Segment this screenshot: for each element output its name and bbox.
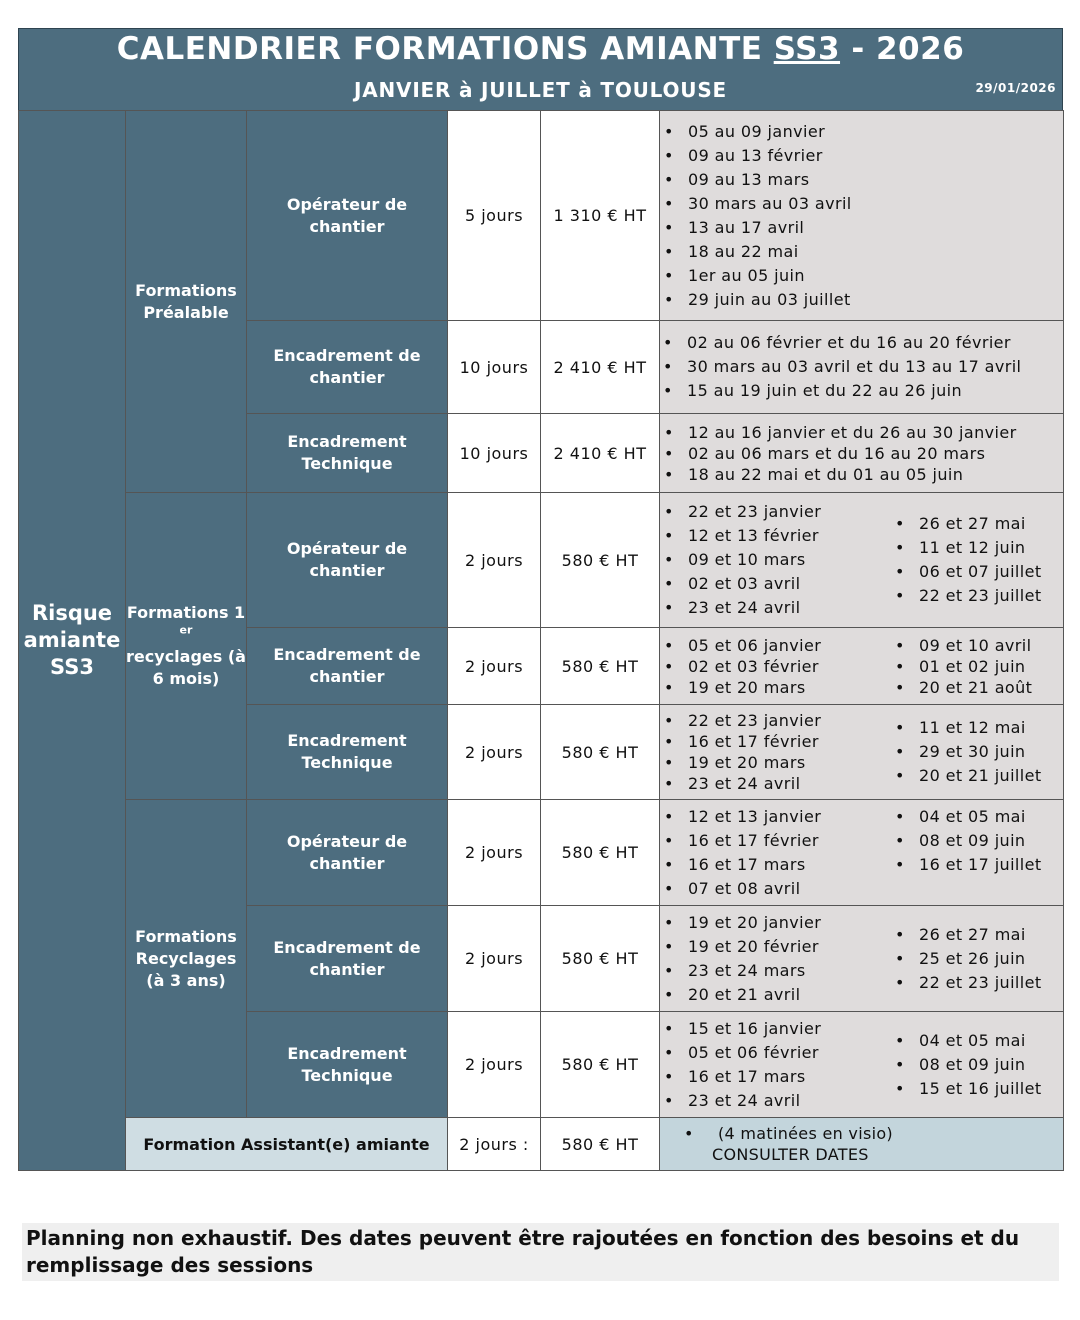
list-item: • 19 et 20 mars — [688, 677, 891, 698]
list-item: • 01 et 02 juin — [919, 656, 1032, 677]
role-operateur: Opérateur de chantier — [247, 800, 448, 906]
assistant-training-label: Formation Assistant(e) amiante — [126, 1118, 448, 1171]
price: 2 410 € HT — [541, 321, 660, 414]
list-item: • 23 et 24 avril — [688, 1089, 891, 1113]
list-item: • 26 et 27 mai — [919, 923, 1042, 947]
price: 2 410 € HT — [541, 414, 660, 493]
list-item: • 16 et 17 mars — [688, 853, 891, 877]
session-dates — [660, 906, 1064, 1012]
list-item: • 05 et 06 février — [688, 1041, 891, 1065]
list-item: • 12 au 16 janvier et du 26 au 30 janvier — [688, 422, 1063, 443]
page-title: CALENDRIER FORMATIONS AMIANTE SS3 - 2026 — [116, 31, 965, 67]
list-item: • 09 et 10 mars — [688, 548, 891, 572]
list-item: • 15 et 16 juillet — [919, 1077, 1042, 1101]
list-item: • 1er au 05 juin — [688, 264, 1063, 288]
group-prealable: Formations Préalable — [126, 111, 247, 493]
list-item: • 20 et 21 juillet — [919, 764, 1042, 788]
role-encadrement-technique: Encadrement Technique — [247, 705, 448, 800]
price: 580 € HT — [541, 705, 660, 800]
session-dates — [660, 321, 1064, 414]
list-item: • 22 et 23 juillet — [919, 971, 1042, 995]
list-item: • 16 et 17 février — [688, 731, 891, 752]
duration: 2 jours — [448, 705, 541, 800]
role-encadrement-chantier: Encadrement de chantier — [247, 321, 448, 414]
price: 580 € HT — [541, 628, 660, 705]
list-item: • 19 et 20 mars — [688, 752, 891, 773]
list-item: • 19 et 20 février — [688, 935, 891, 959]
list-item: • 30 mars au 03 avril et du 13 au 17 avril — [687, 355, 1063, 379]
list-item: • 23 et 24 avril — [688, 773, 891, 794]
assistant-session-info — [660, 1118, 1064, 1171]
duration: 2 jours — [448, 1012, 541, 1118]
calendar-sheet — [18, 28, 1063, 1171]
list-item: • 25 et 26 juin — [919, 947, 1042, 971]
price: 580 € HT — [541, 906, 660, 1012]
bullet-icon: • — [684, 1124, 694, 1143]
duration: 2 jours : — [448, 1118, 541, 1171]
assistant-consult-dates: CONSULTER DATES — [712, 1145, 869, 1164]
price: 580 € HT — [541, 1012, 660, 1118]
session-dates — [660, 705, 1064, 800]
role-encadrement-chantier: Encadrement de chantier — [247, 906, 448, 1012]
list-item: • 15 au 19 juin et du 22 au 26 juin — [687, 379, 1063, 403]
session-dates — [660, 800, 1064, 906]
list-item: • 20 et 21 avril — [688, 983, 891, 1007]
role-encadrement-chantier: Encadrement de chantier — [247, 628, 448, 705]
duration: 2 jours — [448, 800, 541, 906]
group-recyclage-1er: Formations 1 $^{er}$ recyclages (à 6 mois) — [126, 493, 247, 800]
duration: 5 jours — [448, 111, 541, 321]
price: 1 310 € HT — [541, 111, 660, 321]
list-item: • 22 et 23 juillet — [919, 584, 1042, 608]
price: 580 € HT — [541, 800, 660, 906]
list-item: • 18 au 22 mai — [688, 240, 1063, 264]
list-item: • 11 et 12 mai — [919, 716, 1042, 740]
role-encadrement-technique: Encadrement Technique — [247, 1012, 448, 1118]
list-item: • 26 et 27 mai — [919, 512, 1042, 536]
list-item: • 23 et 24 avril — [688, 596, 891, 620]
list-item: • 02 au 06 février et du 16 au 20 février — [687, 331, 1063, 355]
list-item: • 16 et 17 mars — [688, 1065, 891, 1089]
list-item: • 29 juin au 03 juillet — [688, 288, 1063, 312]
list-item: • 05 et 06 janvier — [688, 635, 891, 656]
risk-label: Risque amiante SS3 — [19, 111, 126, 1171]
session-dates — [660, 111, 1064, 321]
list-item: • 08 et 09 juin — [919, 829, 1042, 853]
list-item: • 19 et 20 janvier — [688, 911, 891, 935]
list-item: • 05 au 09 janvier — [688, 120, 1063, 144]
list-item: • 29 et 30 juin — [919, 740, 1042, 764]
list-item: • 09 et 10 avril — [919, 635, 1032, 656]
table-row — [19, 111, 1064, 321]
session-dates — [660, 1012, 1064, 1118]
list-item: • 06 et 07 juillet — [919, 560, 1042, 584]
list-item: • 09 au 13 février — [688, 144, 1063, 168]
page-subtitle: JANVIER à JUILLET à TOULOUSE — [353, 78, 728, 102]
list-item: • 12 et 13 janvier — [688, 805, 891, 829]
duration: 10 jours — [448, 414, 541, 493]
list-item: • 22 et 23 janvier — [688, 500, 891, 524]
list-item: • 08 et 09 juin — [919, 1053, 1042, 1077]
list-item: • 18 au 22 mai et du 01 au 05 juin — [688, 464, 1063, 485]
list-item: • 13 au 17 avril — [688, 216, 1063, 240]
list-item: • 16 et 17 février — [688, 829, 891, 853]
list-item: • 04 et 05 mai — [919, 805, 1042, 829]
table-row — [19, 493, 1064, 628]
table-row — [19, 1118, 1064, 1171]
list-item: • 22 et 23 janvier — [688, 710, 891, 731]
price: 580 € HT — [541, 1118, 660, 1171]
group-recyclage-3ans: Formations Recyclages (à 3 ans) — [126, 800, 247, 1118]
list-item: • 07 et 08 avril — [688, 877, 891, 901]
list-item: • 11 et 12 juin — [919, 536, 1042, 560]
duration: 2 jours — [448, 906, 541, 1012]
session-dates — [660, 628, 1064, 705]
table-row — [19, 800, 1064, 906]
role-encadrement-technique: Encadrement Technique — [247, 414, 448, 493]
list-item: • 20 et 21 août — [919, 677, 1032, 698]
list-item: • 16 et 17 juillet — [919, 853, 1042, 877]
session-dates — [660, 414, 1064, 493]
price: 580 € HT — [541, 493, 660, 628]
header-banner — [18, 28, 1063, 110]
list-item: • 02 et 03 février — [688, 656, 891, 677]
assistant-visio-note: (4 matinées en visio) — [718, 1124, 893, 1143]
session-dates — [660, 493, 1064, 628]
list-item: • 02 et 03 avril — [688, 572, 891, 596]
duration: 2 jours — [448, 628, 541, 705]
duration: 10 jours — [448, 321, 541, 414]
document-date: 29/01/2026 — [975, 81, 1056, 95]
training-schedule-table — [18, 110, 1064, 1171]
role-operateur: Opérateur de chantier — [247, 111, 448, 321]
list-item: • 15 et 16 janvier — [688, 1017, 891, 1041]
list-item: • 30 mars au 03 avril — [688, 192, 1063, 216]
list-item: • 02 au 06 mars et du 16 au 20 mars — [688, 443, 1063, 464]
footnote: Planning non exhaustif. Des dates peuvent être rajoutées en fonction des besoins et du remplissage des sessions — [22, 1223, 1059, 1281]
list-item: • 09 au 13 mars — [688, 168, 1063, 192]
duration: 2 jours — [448, 493, 541, 628]
role-operateur: Opérateur de chantier — [247, 493, 448, 628]
list-item: • 04 et 05 mai — [919, 1029, 1042, 1053]
list-item: • 23 et 24 mars — [688, 959, 891, 983]
list-item: • 12 et 13 février — [688, 524, 891, 548]
